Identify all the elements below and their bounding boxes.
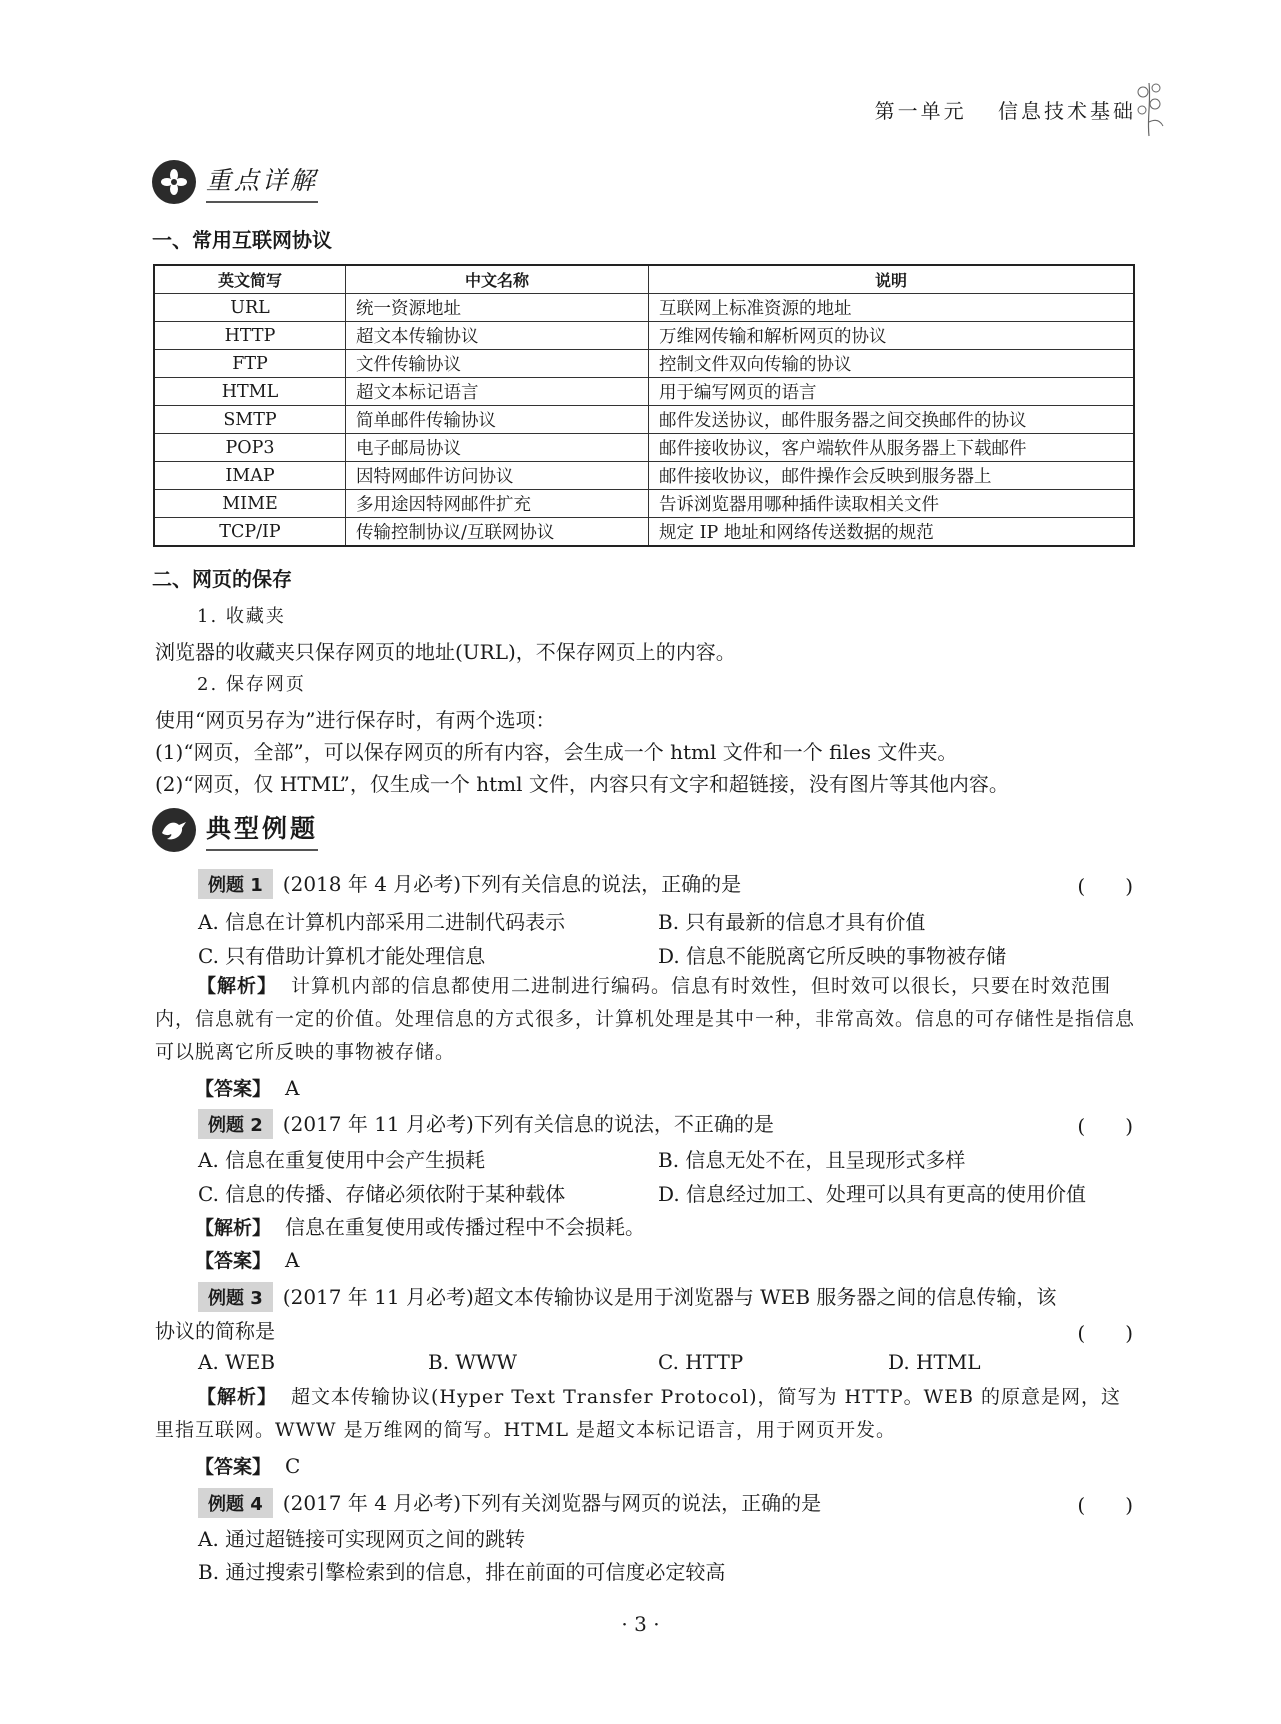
example-3-analysis <box>155 1381 1135 1447</box>
option-2: (2)“网页，仅 HTML”，仅生成一个 html 文件，内容只有文字和超链接，没有图片等其他内容。 <box>155 772 1009 796</box>
answer-tag: 【答案】 <box>195 1078 272 1100</box>
table-cell: TCP/IP <box>154 518 346 547</box>
option-a: A. 通过超链接可实现网页之间的跳转 <box>198 1527 526 1551</box>
table-cell: 因特网邮件访问协议 <box>346 462 649 490</box>
analysis-tag: 【解析】 <box>197 1386 278 1408</box>
example-2-question <box>198 1108 774 1139</box>
analysis-text: 计算机内部的信息都使用二进制进行编码。信息有时效性，但时效可以很长，只要在时效范围内，信息就有一定的价值。处理信息的方式很多，计算机处理是其中一种，非常高效。信息的可存储性是指信息可以脱离它所反映的事物被存储。 <box>155 975 1135 1063</box>
table-header-cell: 说明 <box>649 265 1135 294</box>
option-c: C. 信息的传播、存储必须依附于某种载体 <box>198 1182 566 1206</box>
example-2-analysis <box>195 1211 645 1240</box>
table-cell: 规定 IP 地址和网络传送数据的规范 <box>649 518 1135 547</box>
table-cell: 用于编写网页的语言 <box>649 378 1135 406</box>
item-save-title: 2. 保存网页 <box>197 674 306 695</box>
heading-protocols: 一、常用互联网协议 <box>152 228 332 252</box>
option-b: B. 通过搜索引擎检索到的信息，排在前面的可信度必定较高 <box>198 1560 726 1584</box>
section-title: 典型例题 <box>206 809 318 851</box>
analysis-text: 超文本传输协议(Hyper Text Transfer Protocol)，简写为 HTTP。WEB 的原意是网，这里指互联网。WWW 是万维网的简写。HTML 是超文本标记语言，用于网页开发。 <box>155 1386 1122 1441</box>
table-row <box>154 406 1134 434</box>
table-cell: 传输控制协议/互联网协议 <box>346 518 649 547</box>
unit-label: 第一单元 <box>874 99 967 123</box>
answer-value: C <box>285 1454 301 1478</box>
table-header-row <box>154 265 1134 294</box>
option-d: D. HTML <box>888 1350 981 1374</box>
heading-save-page: 二、网页的保存 <box>152 567 292 591</box>
option-c: C. 只有借助计算机才能处理信息 <box>198 944 486 968</box>
example-1-analysis <box>155 970 1135 1069</box>
protocol-table <box>153 264 1135 547</box>
question-text: (2018 年 4 月必考)下列有关信息的说法，正确的是 <box>282 872 742 896</box>
table-cell: 统一资源地址 <box>346 294 649 322</box>
table-cell: 超文本标记语言 <box>346 378 649 406</box>
table-row <box>154 518 1134 547</box>
table-row <box>154 350 1134 378</box>
example-label: 例题 3 <box>198 1282 273 1312</box>
table-cell: 控制文件双向传输的协议 <box>649 350 1135 378</box>
example-label: 例题 2 <box>198 1109 273 1139</box>
table-cell: 告诉浏览器用哪种插件读取相关文件 <box>649 490 1135 518</box>
flower-decoration-icon <box>1129 78 1169 138</box>
flower-icon <box>152 160 196 204</box>
option-d: D. 信息经过加工、处理可以具有更高的使用价值 <box>658 1182 1087 1206</box>
question-text: (2017 年 4 月必考)下列有关浏览器与网页的说法，正确的是 <box>282 1491 822 1515</box>
option-c: C. HTTP <box>658 1350 744 1374</box>
section-badge-examples <box>152 808 318 852</box>
option-b: B. 信息无处不在，且呈现形式多样 <box>658 1148 966 1172</box>
example-3-question <box>198 1281 1056 1312</box>
answer-blank: ( ) <box>1077 1321 1133 1345</box>
option-1: (1)“网页，全部”，可以保存网页的所有内容，会生成一个 html 文件和一个 files 文件夹。 <box>155 740 958 764</box>
answer-value: A <box>285 1076 300 1100</box>
option-b: B. WWW <box>428 1350 518 1374</box>
example-2-answer <box>195 1246 299 1273</box>
answer-value: A <box>285 1248 300 1272</box>
answer-tag: 【答案】 <box>195 1250 272 1272</box>
table-cell: 简单邮件传输协议 <box>346 406 649 434</box>
example-label: 例题 4 <box>198 1488 273 1518</box>
analysis-tag: 【解析】 <box>197 975 278 997</box>
table-cell: HTML <box>154 378 346 406</box>
answer-blank: ( ) <box>1077 874 1133 898</box>
table-cell: 文件传输协议 <box>346 350 649 378</box>
example-4-question <box>198 1487 821 1518</box>
answer-blank: ( ) <box>1077 1114 1133 1138</box>
page-number: · 3 · <box>621 1612 660 1636</box>
table-cell: 邮件发送协议，邮件服务器之间交换邮件的协议 <box>649 406 1135 434</box>
table-cell: FTP <box>154 350 346 378</box>
example-1-question <box>198 868 741 899</box>
table-row <box>154 462 1134 490</box>
table-cell: URL <box>154 294 346 322</box>
question-text: (2017 年 11 月必考)超文本传输协议是用于浏览器与 WEB 服务器之间的信息传输，该 <box>282 1285 1057 1309</box>
option-a: A. 信息在重复使用中会产生损耗 <box>198 1148 486 1172</box>
example-label: 例题 1 <box>198 869 273 899</box>
analysis-tag: 【解析】 <box>195 1217 272 1239</box>
table-cell: POP3 <box>154 434 346 462</box>
option-b: B. 只有最新的信息才具有价值 <box>658 910 926 934</box>
section-title: 重点详解 <box>206 161 318 203</box>
analysis-text: 信息在重复使用或传播过程中不会损耗。 <box>285 1215 646 1239</box>
table-row <box>154 378 1134 406</box>
table-cell: IMAP <box>154 462 346 490</box>
table-cell: 电子邮局协议 <box>346 434 649 462</box>
answer-blank: ( ) <box>1077 1493 1133 1517</box>
option-d: D. 信息不能脱离它所反映的事物被存储 <box>658 944 1007 968</box>
answer-tag: 【答案】 <box>195 1456 272 1478</box>
bird-icon <box>152 808 196 852</box>
table-cell: 多用途因特网邮件扩充 <box>346 490 649 518</box>
table-cell: 万维网传输和解析网页的协议 <box>649 322 1135 350</box>
table-row <box>154 490 1134 518</box>
table-cell: 互联网上标准资源的地址 <box>649 294 1135 322</box>
section-badge-key-points <box>152 160 318 204</box>
item-favorites-title: 1. 收藏夹 <box>197 606 286 627</box>
running-header <box>853 95 1136 124</box>
table-row <box>154 434 1134 462</box>
table-cell: 邮件接收协议，邮件操作会反映到服务器上 <box>649 462 1135 490</box>
table-header-cell: 英文简写 <box>154 265 346 294</box>
option-a: A. WEB <box>198 1350 276 1374</box>
table-cell: MIME <box>154 490 346 518</box>
unit-title: 信息技术基础 <box>998 99 1136 123</box>
example-3-answer <box>195 1452 300 1479</box>
table-row <box>154 322 1134 350</box>
table-header-cell: 中文名称 <box>346 265 649 294</box>
table-cell: SMTP <box>154 406 346 434</box>
table-cell: 超文本传输协议 <box>346 322 649 350</box>
example-1-answer <box>195 1074 299 1101</box>
option-a: A. 信息在计算机内部采用二进制代码表示 <box>198 910 566 934</box>
table-cell: 邮件接收协议，客户端软件从服务器上下载邮件 <box>649 434 1135 462</box>
table-cell: HTTP <box>154 322 346 350</box>
item-favorites-text: 浏览器的收藏夹只保存网页的地址(URL)，不保存网页上的内容。 <box>155 640 736 664</box>
item-save-text: 使用“网页另存为”进行保存时，有两个选项： <box>155 708 556 732</box>
question-text: (2017 年 11 月必考)下列有关信息的说法，不正确的是 <box>282 1112 774 1136</box>
example-3-question-cont: 协议的简称是 <box>155 1319 275 1343</box>
table-row <box>154 294 1134 322</box>
